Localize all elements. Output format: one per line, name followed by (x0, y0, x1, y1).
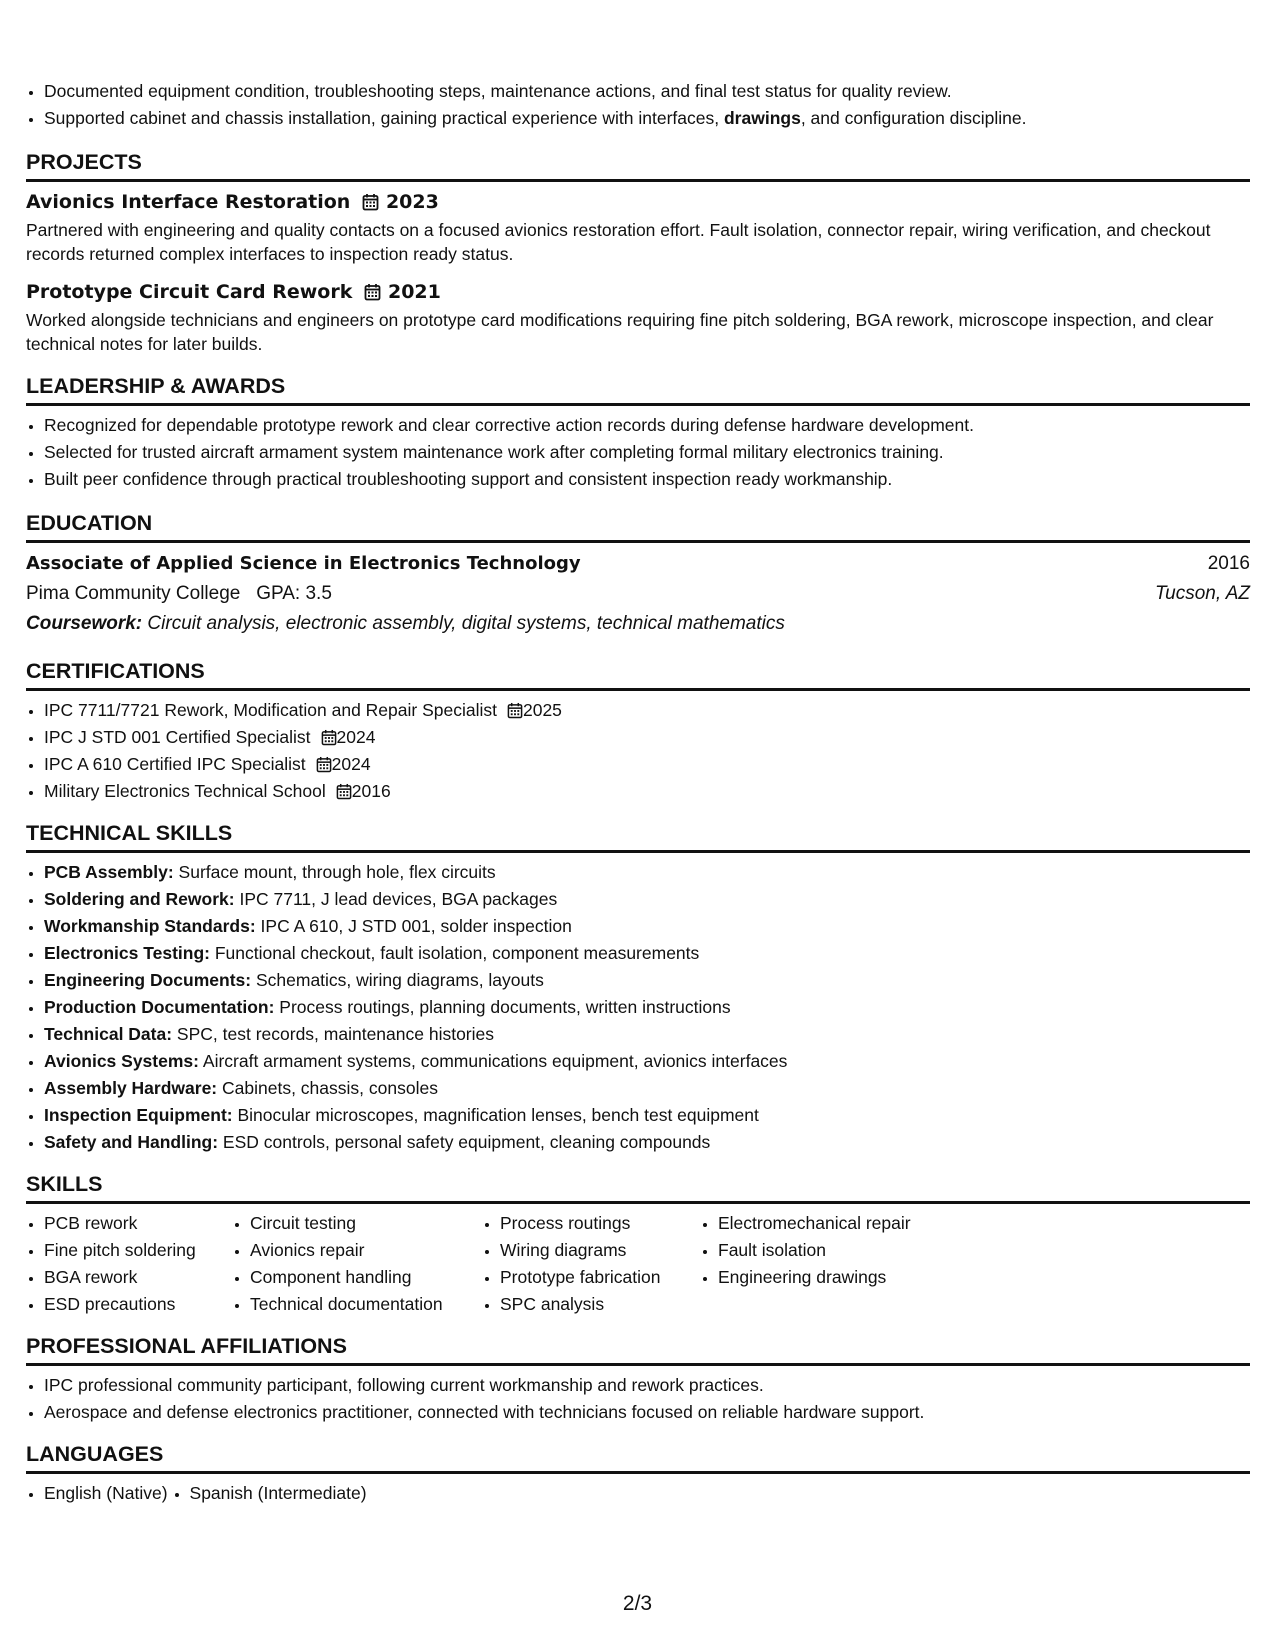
school-name: Pima Community College (26, 583, 241, 604)
technical-skill-item (44, 940, 1250, 967)
skill-value: SPC, test records, maintenance histories (176, 1024, 495, 1044)
project-date (364, 278, 441, 306)
certification-name: IPC J STD 001 Certified Specialist (44, 727, 311, 747)
skill-value: Process routings, planning documents, written instructions (279, 997, 731, 1017)
section-title: PROFESSIONAL AFFILIATIONS (26, 1332, 1250, 1366)
certification-date (336, 781, 391, 801)
calendar-icon (321, 729, 337, 746)
certification-year: 2024 (336, 727, 376, 747)
skill-item: • Engineering drawings (718, 1264, 958, 1291)
language-item: • English (Native) (44, 1480, 168, 1507)
project-name: Avionics Interface Restoration (26, 191, 351, 213)
certifications-list (26, 697, 1250, 805)
technical-skills-section (26, 819, 1250, 1156)
certification-year: 2024 (331, 754, 371, 774)
certifications-section (26, 657, 1250, 805)
skill-value: IPC 7711, J lead devices, BGA packages (239, 889, 558, 909)
calendar-icon (336, 783, 352, 800)
technical-skill-item (44, 1102, 1250, 1129)
skill-item: • Electromechanical repair (718, 1210, 958, 1237)
project-heading (26, 188, 1250, 216)
section-title: CERTIFICATIONS (26, 657, 1250, 691)
skill-item: • Fine pitch soldering (44, 1237, 224, 1264)
coursework-label: Coursework: (26, 613, 143, 634)
graduation-year: 2016 (1207, 553, 1250, 574)
project-year: 2023 (385, 191, 439, 213)
skills-column (700, 1210, 958, 1318)
languages-section (26, 1440, 1250, 1507)
affiliations-list (26, 1372, 1250, 1426)
skills-grid (26, 1210, 1250, 1318)
experience-bullet: • Documented equipment condition, troubleshooting steps, maintenance actions, and final test status for quality review. (44, 78, 1250, 105)
certification-name: IPC A 610 Certified IPC Specialist (44, 754, 306, 774)
project-name: Prototype Circuit Card Rework (26, 281, 353, 303)
skill-label: Technical Data: (44, 1024, 173, 1044)
coursework-list: Circuit analysis, electronic assembly, digital systems, technical mathematics (147, 613, 785, 634)
certification-name: IPC 7711/7721 Rework, Modification and Repair Specialist (44, 700, 497, 720)
skill-item: • ESD precautions (44, 1291, 224, 1318)
leadership-item: • Recognized for dependable prototype rework and clear corrective action records during defense hardware development. (44, 412, 1250, 439)
certification-item (44, 697, 1250, 724)
skill-value: Aircraft armament systems, communications equipment, avionics interfaces (202, 1051, 788, 1071)
certification-date (316, 754, 371, 774)
skills-column (232, 1210, 474, 1318)
technical-skill-item (44, 886, 1250, 913)
certification-item (44, 778, 1250, 805)
school-info (26, 579, 332, 609)
calendar-icon (362, 193, 379, 211)
projects-section (26, 148, 1250, 356)
technical-skill-item (44, 1048, 1250, 1075)
skill-item: • Component handling (250, 1264, 474, 1291)
technical-skill-item (44, 859, 1250, 886)
affiliation-item: • IPC professional community participant, following current workmanship and rework practices. (44, 1372, 1250, 1399)
calendar-icon (316, 756, 332, 773)
technical-skill-item (44, 1075, 1250, 1102)
section-title: EDUCATION (26, 509, 1250, 543)
affiliation-item: • Aerospace and defense electronics practitioner, connected with technicians focused on reliable hardware support. (44, 1399, 1250, 1426)
skill-value: ESD controls, personal safety equipment, cleaning compounds (222, 1132, 711, 1152)
resume-page (26, 0, 1250, 1507)
certification-date (321, 727, 376, 747)
school-location: Tucson, AZ (1154, 583, 1250, 604)
skill-value: Functional checkout, fault isolation, component measurements (214, 943, 700, 963)
project-description: Partnered with engineering and quality contacts on a focused avionics restoration effort. Fault isolation, connector repair, wiring verification, and checkout records returned complex interfaces to inspection ready status. (26, 220, 1211, 264)
bullet-bold-text: drawings (723, 108, 801, 128)
affiliations-section (26, 1332, 1250, 1426)
technical-skill-item (44, 967, 1250, 994)
technical-skills-list (26, 859, 1250, 1156)
experience-bullets (26, 78, 1250, 132)
education-section (26, 509, 1250, 639)
bullet-text: , and configuration discipline. (800, 108, 1027, 128)
project-year: 2021 (387, 281, 441, 303)
skill-label: Electronics Testing: (44, 943, 210, 963)
skill-item: • PCB rework (44, 1210, 224, 1237)
education-degree-row (26, 549, 1250, 579)
certification-year: 2016 (351, 781, 391, 801)
leadership-item: • Built peer confidence through practical troubleshooting support and consistent inspection ready workmanship. (44, 466, 1250, 493)
skill-label: Avionics Systems: (44, 1051, 199, 1071)
coursework (26, 609, 1250, 639)
gpa: GPA: 3.5 (256, 583, 332, 604)
project-description: Worked alongside technicians and engineers on prototype card modifications requiring fine pitch soldering, BGA rework, microscope inspection, and clear technical notes for later builds. (26, 310, 1214, 354)
skill-value: Binocular microscopes, magnification lenses, bench test equipment (237, 1105, 759, 1125)
degree-name: Associate of Applied Science in Electronics Technology (26, 553, 581, 574)
skill-label: Assembly Hardware: (44, 1078, 218, 1098)
calendar-icon (507, 702, 523, 719)
page-number: 2/3 (622, 1592, 653, 1615)
skill-label: Production Documentation: (44, 997, 275, 1017)
skill-label: Soldering and Rework: (44, 889, 235, 909)
certification-year: 2025 (522, 700, 562, 720)
leadership-section (26, 372, 1250, 493)
skills-section (26, 1170, 1250, 1318)
skill-value: Schematics, wiring diagrams, layouts (255, 970, 544, 990)
technical-skill-item (44, 1129, 1250, 1156)
section-title: LEADERSHIP & AWARDS (26, 372, 1250, 406)
skill-label: Safety and Handling: (44, 1132, 219, 1152)
skill-item: • BGA rework (44, 1264, 224, 1291)
technical-skill-item (44, 994, 1250, 1021)
skill-value: Cabinets, chassis, consoles (222, 1078, 438, 1098)
certification-item (44, 724, 1250, 751)
skill-item: • Technical documentation (250, 1291, 474, 1318)
section-title: LANGUAGES (26, 1440, 1250, 1474)
languages-list (26, 1480, 1250, 1507)
calendar-icon (364, 283, 381, 301)
leadership-list (26, 412, 1250, 493)
section-title: PROJECTS (26, 148, 1250, 182)
bullet-text: Supported cabinet and chassis installation, gaining practical experience with interfaces, (44, 108, 724, 128)
skills-column (482, 1210, 692, 1318)
skill-item: • Wiring diagrams (500, 1237, 692, 1264)
section-title: TECHNICAL SKILLS (26, 819, 1250, 853)
skill-item: • Circuit testing (250, 1210, 474, 1237)
skill-label: Inspection Equipment: (44, 1105, 233, 1125)
skill-item: • SPC analysis (500, 1291, 692, 1318)
experience-bullet (44, 105, 1250, 132)
project-heading (26, 278, 1250, 306)
certification-item (44, 751, 1250, 778)
skill-item: • Process routings (500, 1210, 692, 1237)
skills-column (26, 1210, 224, 1318)
certification-date (507, 700, 562, 720)
project-date (362, 188, 439, 216)
skill-item: • Avionics repair (250, 1237, 474, 1264)
skill-label: Workmanship Standards: (44, 916, 256, 936)
language-item: • Spanish (Intermediate) (190, 1480, 367, 1507)
skill-item: • Prototype fabrication (500, 1264, 692, 1291)
technical-skill-item (44, 913, 1250, 940)
skill-item: • Fault isolation (718, 1237, 958, 1264)
technical-skill-item (44, 1021, 1250, 1048)
skill-value: Surface mount, through hole, flex circuits (178, 862, 496, 882)
skill-label: Engineering Documents: (44, 970, 252, 990)
skill-label: PCB Assembly: (44, 862, 174, 882)
section-title: SKILLS (26, 1170, 1250, 1204)
certification-name: Military Electronics Technical School (44, 781, 326, 801)
skill-value: IPC A 610, J STD 001, solder inspection (260, 916, 572, 936)
leadership-item: • Selected for trusted aircraft armament system maintenance work after completing formal military electronics training. (44, 439, 1250, 466)
education-school-row (26, 579, 1250, 609)
